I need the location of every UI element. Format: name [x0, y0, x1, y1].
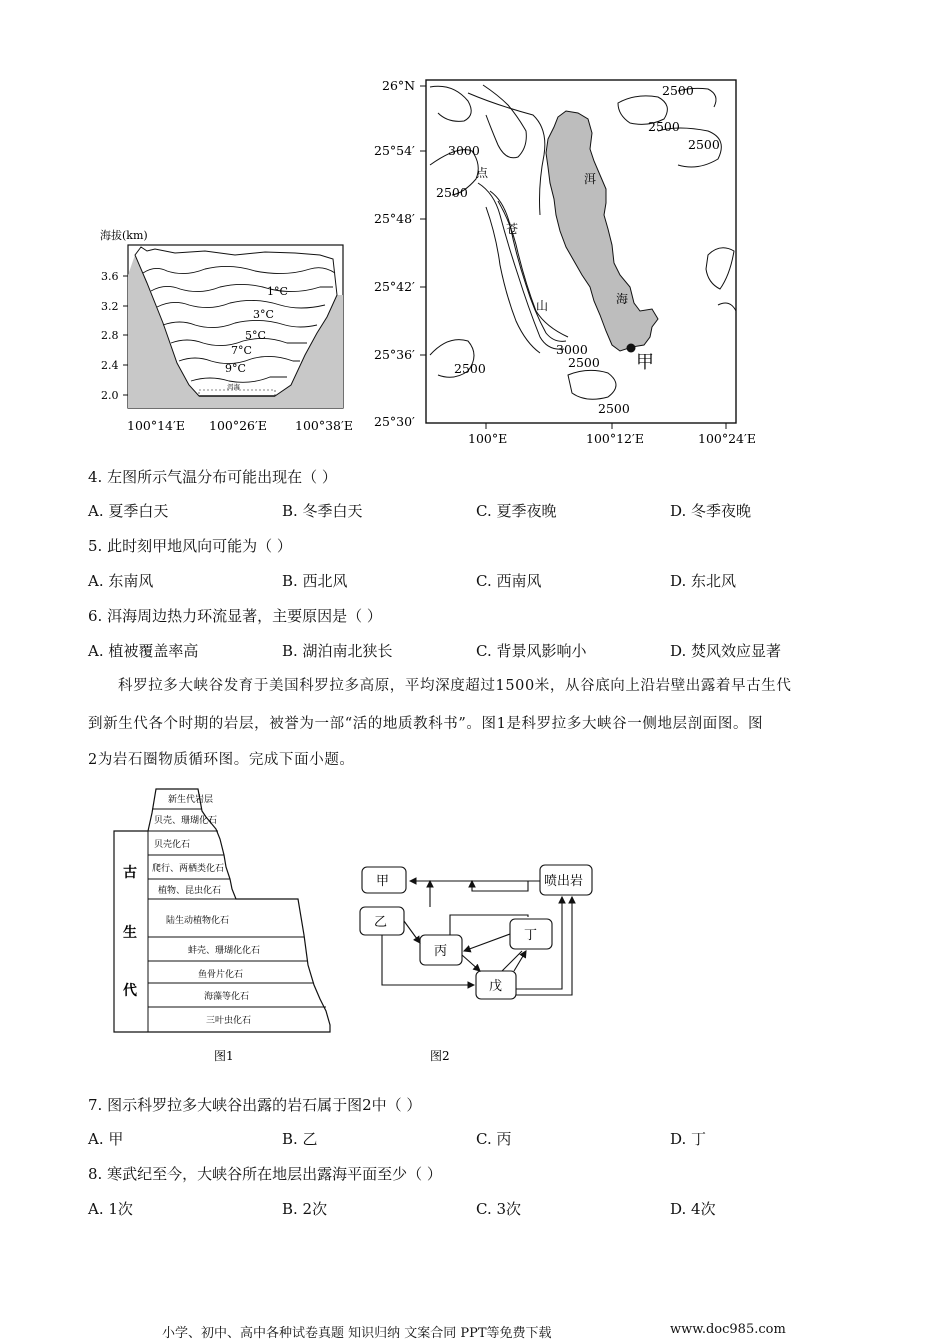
q8-option-a[interactable]: A. 1次	[88, 1200, 133, 1218]
isotherm-label: 3°C	[253, 308, 274, 321]
q7-option-b[interactable]: B. 乙	[282, 1130, 318, 1148]
node-jia: 甲	[376, 874, 390, 889]
node-penchuyan: 喷出岩	[544, 874, 584, 889]
y-axis-label: 海拔(km)	[100, 229, 148, 242]
x-tick: 100°26′E	[209, 418, 267, 433]
footer-url[interactable]: www.doc985.com	[670, 1322, 786, 1337]
stratum-label: 陆生动植物化石	[166, 916, 230, 926]
erhai-contour-map	[368, 75, 768, 447]
question-6: 6. 洱海周边热力环流显著，主要原因是（ ）	[88, 607, 382, 625]
q6-option-a[interactable]: A. 植被覆盖率高	[88, 642, 199, 660]
q6-option-c[interactable]: C. 背景风影响小	[476, 642, 587, 660]
footer-text: 小学、初中、高中各种试卷真题 知识归纳 文案合同 PPT等免费下载	[162, 1326, 552, 1341]
stratum-label: 三叶虫化石	[206, 1016, 252, 1026]
lon-label: 100°E	[468, 431, 508, 446]
isotherm-label: 7°C	[231, 344, 252, 357]
q5-option-c[interactable]: C. 西南风	[476, 572, 542, 590]
q8-option-b[interactable]: B. 2次	[282, 1200, 328, 1218]
mountain-char: 山	[536, 299, 549, 313]
contour-label: 2500	[454, 361, 486, 376]
y-tick: 3.6	[101, 270, 119, 283]
stratum-label: 植物、昆虫化石	[158, 886, 222, 896]
stratum-label: 蚌壳、珊瑚化化石	[188, 946, 261, 956]
question-4: 4. 左图所示气温分布可能出现在（ ）	[88, 468, 337, 486]
stratum-label: 贝壳化石	[154, 840, 191, 850]
lat-label: 25°30′	[374, 414, 415, 429]
q5-option-a[interactable]: A. 东南风	[88, 572, 154, 590]
stratum-label: 贝壳、珊瑚化石	[154, 816, 218, 826]
node-yi: 乙	[374, 915, 388, 930]
q7-option-c[interactable]: C. 丙	[476, 1130, 512, 1148]
strata-profile-figure	[108, 785, 338, 1070]
q7-option-d[interactable]: D. 丁	[670, 1130, 707, 1148]
lat-label: 25°54′	[374, 143, 415, 158]
contour-label: 2500	[436, 185, 468, 200]
lat-label: 26°N	[382, 78, 416, 93]
lon-label: 100°12′E	[586, 431, 644, 446]
q4-option-c[interactable]: C. 夏季夜晚	[476, 502, 557, 520]
isotherm-label: 9°C	[225, 362, 246, 375]
figure-1-caption: 图1	[214, 1049, 234, 1063]
lat-label: 25°42′	[374, 279, 415, 294]
point-jia-marker	[627, 344, 636, 353]
stratum-label: 鱼骨片化石	[198, 970, 244, 980]
question-5: 5. 此时刻甲地风向可能为（ ）	[88, 537, 292, 555]
q4-option-a[interactable]: A. 夏季白天	[88, 502, 169, 520]
contour-label: 2500	[648, 119, 680, 134]
contour-label: 2500	[568, 355, 600, 370]
node-wu: 戊	[489, 979, 503, 994]
q4-option-d[interactable]: D. 冬季夜晚	[670, 502, 752, 520]
node-bing: 丙	[434, 944, 448, 959]
passage-line-2: 到新生代各个时期的岩层，被誉为一部“活的地质教科书”。图1是科罗拉多大峡谷一侧地层剖面图。图	[88, 716, 764, 732]
y-tick: 2.8	[101, 329, 119, 342]
figure-2-caption: 图2	[430, 1049, 450, 1063]
lat-label: 25°36′	[374, 347, 415, 362]
era-char: 代	[123, 983, 137, 999]
node-ding: 丁	[524, 928, 538, 943]
question-7: 7. 图示科罗拉多大峡谷出露的岩石属于图2中（ ）	[88, 1096, 422, 1114]
passage-line-1: 科罗拉多大峡谷发育于美国科罗拉多高原，平均深度超过1500米，从谷底向上沿岩壁出露着早古生代	[118, 678, 792, 694]
q5-option-d[interactable]: D. 东北风	[670, 572, 737, 590]
era-char: 生	[123, 925, 137, 941]
lat-label: 25°48′	[374, 211, 415, 226]
q8-option-d[interactable]: D. 4次	[670, 1200, 716, 1218]
lake-char: 洱	[584, 172, 597, 186]
lake-label: 洱海	[227, 383, 240, 391]
rock-cycle-figure	[352, 855, 622, 1070]
stratum-label: 爬行、两栖类化石	[152, 864, 225, 874]
q6-option-b[interactable]: B. 湖泊南北狭长	[282, 642, 393, 660]
contour-label: 3000	[448, 143, 480, 158]
lon-label: 100°24′E	[698, 431, 756, 446]
question-8: 8. 寒武纪至今，大峡谷所在地层出露海平面至少（ ）	[88, 1165, 442, 1183]
q8-option-c[interactable]: C. 3次	[476, 1200, 522, 1218]
stratum-label: 海藻等化石	[204, 992, 250, 1002]
isotherm-label: 5°C	[245, 329, 266, 342]
q6-option-d[interactable]: D. 焚风效应显著	[670, 642, 782, 660]
point-jia-label: 甲	[636, 352, 654, 373]
stratum-label: 新生代岩层	[168, 795, 214, 805]
q5-option-b[interactable]: B. 西北风	[282, 572, 348, 590]
contour-label: 3000	[556, 342, 588, 357]
lake-char: 海	[616, 292, 629, 306]
mountain-char: 点	[476, 166, 489, 180]
contour-label: 2500	[598, 401, 630, 416]
contour-label: 2500	[688, 137, 720, 152]
y-tick: 2.0	[101, 389, 119, 402]
passage-line-3: 2为岩石圈物质循环图。完成下面小题。	[88, 752, 355, 768]
x-tick: 100°14′E	[127, 418, 185, 433]
y-tick: 2.4	[101, 359, 119, 372]
isotherm-label: 1°C	[267, 285, 288, 298]
q4-option-b[interactable]: B. 冬季白天	[282, 502, 363, 520]
q7-option-a[interactable]: A. 甲	[88, 1130, 124, 1148]
era-char: 古	[123, 865, 137, 881]
x-tick: 100°38′E	[295, 418, 353, 433]
contour-label: 2500	[662, 83, 694, 98]
y-tick: 3.2	[101, 300, 119, 313]
mountain-char: 苍	[506, 222, 519, 236]
temperature-section-figure	[95, 225, 365, 440]
